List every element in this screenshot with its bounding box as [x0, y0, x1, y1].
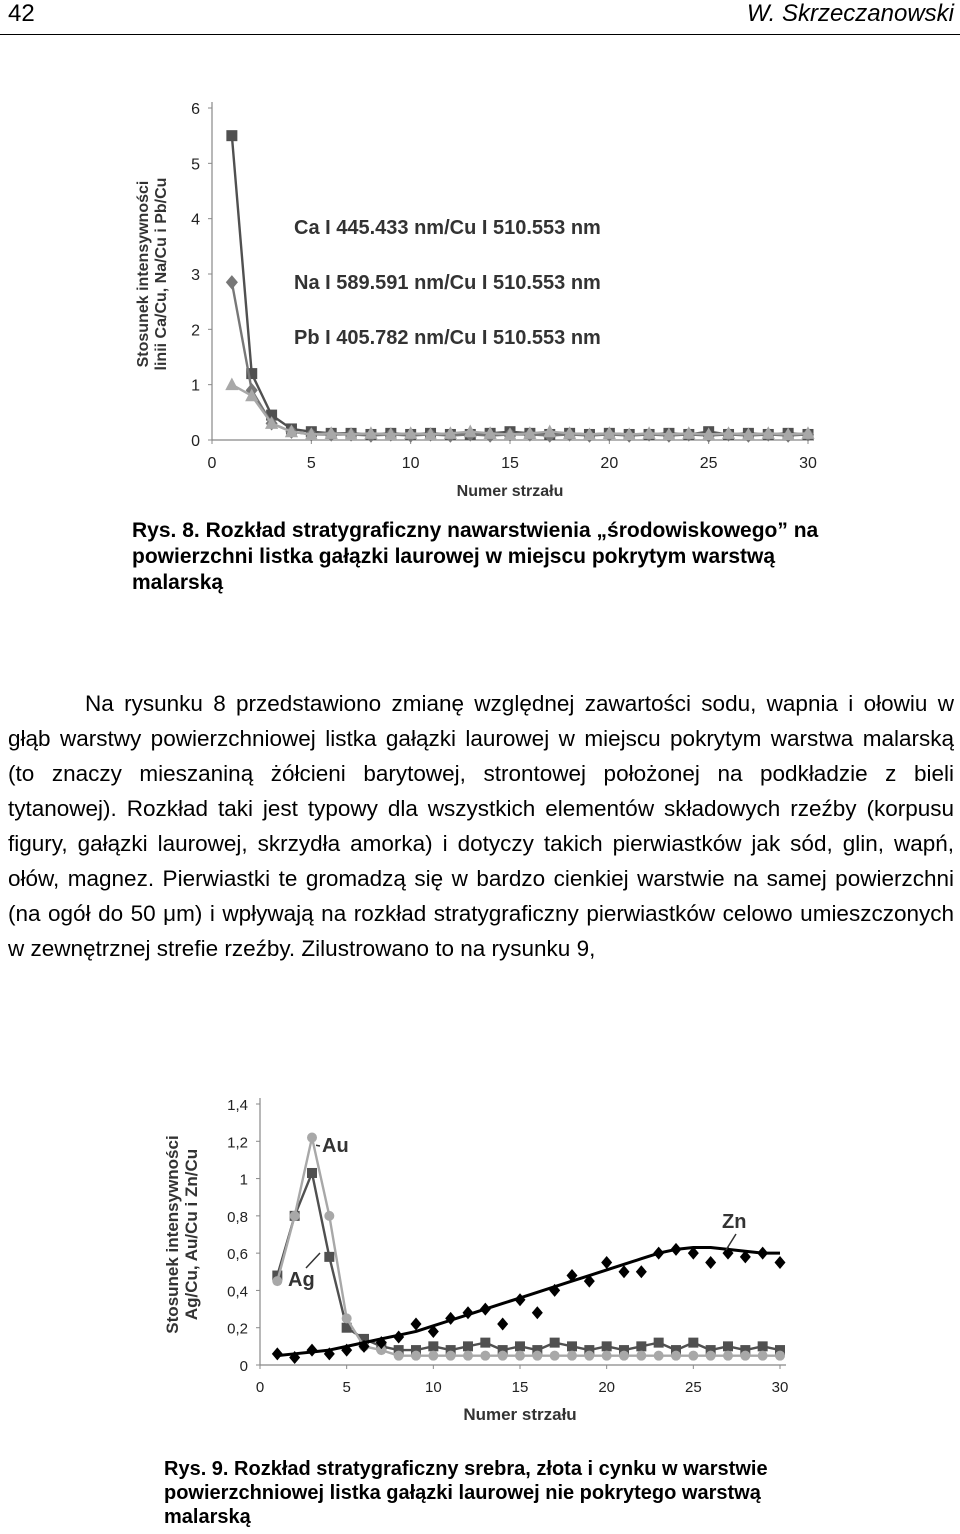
x-tick-label: 5 — [306, 455, 316, 472]
y-tick-label: 0,8 — [227, 1208, 248, 1226]
data-point — [342, 1313, 352, 1323]
data-point — [758, 1341, 768, 1351]
series-line — [277, 1173, 780, 1350]
data-point — [463, 1341, 473, 1351]
figure-9-caption — [164, 1457, 804, 1529]
series-line — [232, 385, 808, 435]
x-tick-label: 0 — [207, 455, 217, 472]
data-point — [428, 1351, 438, 1361]
legend-entry: Pb I 405.782 nm/Cu I 510.553 nm — [294, 327, 601, 349]
data-point — [532, 1351, 542, 1361]
page-header — [0, 0, 960, 35]
y-axis-title: linii Ca/Cu, Na/Cu i Pb/Cu — [153, 177, 170, 371]
y-tick-label: 2 — [191, 322, 200, 340]
y-tick-label: 0 — [191, 433, 200, 450]
x-tick-label: 0 — [255, 1379, 265, 1396]
data-point — [394, 1351, 404, 1361]
y-tick-label: 0,6 — [227, 1246, 248, 1264]
annotation-zn-leader — [726, 1234, 736, 1250]
data-point — [705, 1256, 716, 1269]
data-point — [671, 1351, 681, 1361]
page-number: 42 — [8, 0, 35, 27]
data-point — [654, 1338, 664, 1348]
series-na-i-589-591-nm-cu-i-510 — [226, 275, 814, 443]
data-point — [723, 1341, 733, 1351]
data-point — [226, 275, 238, 289]
x-axis-title: Numer strzału — [456, 483, 564, 500]
annotation-ag: Ag — [288, 1269, 315, 1291]
y-tick-label: 5 — [191, 156, 200, 174]
running-head: W. Skrzeczanowski — [746, 0, 954, 27]
data-point — [272, 1276, 282, 1286]
figure-8-caption-text: Rozkład stratygraficzny nawarstwienia „środowiskowego” na powierzchni listka gałązki laurowej w miejscu pokrytym warstwą malarską — [132, 519, 819, 594]
data-point — [567, 1341, 577, 1351]
data-point — [636, 1265, 647, 1278]
data-point — [307, 1133, 317, 1143]
figure-8-caption — [132, 518, 852, 596]
data-point — [428, 1341, 438, 1351]
data-point — [550, 1351, 560, 1361]
x-tick-label: 30 — [799, 455, 817, 472]
body-paragraph-text: Na rysunku 8 przedstawiono zmianę względnej zawartości sodu, wapnia i ołowiu w głąb warstwy powierzchniowej listka gałązki laurowej w miejscu pokrytym warstwa malarską (to znaczy mieszaniną żółcieni barytowej, strontowej położonej na podkładzie z bieli tytanowej). Rozkład taki jest typowy dla wszystkich elementów składowych rzeźby (korpusu figury, gałązki laurowej, skrzydła amorka) i dotyczy takich pierwiastków jak sód, glin, wapń, ołów, magnez. Pierwiastki te gromadzą się w bardzo cienkiej warstwie na samej powierzchni (na ogół do 50 μm) i wpływają na rozkład stratygraficzny pierwiastków celowo umieszczonych w zewnętrznej strefie rzeźby. Zilustrowano to na rysunku 9, — [8, 691, 954, 961]
data-point — [411, 1317, 422, 1330]
data-point — [602, 1351, 612, 1361]
y-axis-title: Stosunek intensywności — [163, 1135, 182, 1334]
annotation-au-leader — [316, 1145, 320, 1146]
data-point — [602, 1341, 612, 1351]
x-tick-label: 20 — [598, 1379, 616, 1396]
figure-8-chart — [126, 90, 836, 500]
figure-9-caption-label: Rys. 9. — [164, 1458, 229, 1480]
data-point — [740, 1351, 750, 1361]
figure-9-svg — [160, 1088, 810, 1433]
data-point — [601, 1256, 612, 1269]
y-tick-label: 1 — [239, 1171, 248, 1189]
figure-9-caption-text: Rozkład stratygraficzny srebra, złota i cynku w warstwie powierzchniowej listka gałązki laurowej nie pokrytego warstwą malarską — [164, 1458, 768, 1528]
data-point — [497, 1317, 508, 1330]
data-point — [636, 1341, 646, 1351]
data-point — [226, 130, 237, 141]
body-paragraph — [8, 686, 954, 966]
series-zn — [277, 1248, 780, 1356]
x-tick-label: 10 — [401, 455, 420, 472]
figure-8-svg — [126, 90, 836, 500]
annotation-zn: Zn — [722, 1211, 747, 1233]
data-point — [446, 1351, 456, 1361]
data-point — [532, 1306, 543, 1319]
legend-entry: Na I 589.591 nm/Cu I 510.553 nm — [294, 272, 601, 294]
x-tick-label: 30 — [771, 1379, 789, 1396]
y-tick-label: 1,2 — [227, 1134, 248, 1152]
data-point — [688, 1351, 698, 1361]
data-point — [775, 1351, 785, 1361]
data-point — [225, 378, 238, 391]
data-point — [515, 1341, 525, 1351]
x-tick-label: 15 — [511, 1379, 529, 1396]
figure-8-caption-label: Rys. 8. — [132, 519, 200, 542]
x-tick-label: 20 — [600, 455, 619, 472]
data-point — [324, 1252, 334, 1262]
y-tick-label: 6 — [191, 101, 200, 118]
series-line — [232, 282, 808, 435]
x-tick-label: 10 — [424, 1379, 442, 1396]
data-point — [480, 1351, 490, 1361]
annotation-au: Au — [322, 1135, 349, 1157]
data-point — [307, 1168, 317, 1178]
y-tick-label: 1,4 — [227, 1097, 248, 1114]
y-tick-label: 0,2 — [227, 1320, 248, 1338]
data-point — [723, 1351, 733, 1361]
data-point — [411, 1351, 421, 1361]
data-point — [584, 1351, 594, 1361]
x-axis-title: Numer strzału — [463, 1405, 577, 1424]
x-tick-label: 5 — [342, 1379, 351, 1396]
y-tick-label: 0 — [239, 1358, 248, 1375]
data-point — [515, 1351, 525, 1361]
data-point — [567, 1351, 577, 1361]
data-point — [706, 1351, 716, 1361]
data-point — [654, 1351, 664, 1361]
data-point — [550, 1338, 560, 1348]
y-tick-label: 0,4 — [227, 1283, 248, 1301]
y-tick-label: 4 — [191, 211, 200, 229]
data-point — [636, 1351, 646, 1361]
data-point — [775, 1256, 786, 1269]
legend-entry: Ca I 445.433 nm/Cu I 510.553 nm — [294, 217, 601, 239]
y-axis-title: Stosunek intensywności — [135, 180, 152, 368]
x-tick-label: 25 — [699, 455, 718, 472]
data-point — [619, 1265, 630, 1278]
data-point — [758, 1351, 768, 1361]
trend-line — [277, 1248, 780, 1356]
data-point — [480, 1338, 490, 1348]
data-point — [498, 1351, 508, 1361]
y-axis-title: Ag/Cu, Au/Cu i Zn/Cu — [182, 1148, 201, 1321]
y-tick-label: 1 — [191, 377, 200, 395]
x-tick-label: 25 — [684, 1379, 702, 1396]
y-tick-label: 3 — [191, 267, 200, 284]
data-point — [619, 1351, 629, 1361]
data-point — [688, 1338, 698, 1348]
x-tick-label: 15 — [501, 455, 519, 472]
data-point — [463, 1351, 473, 1361]
data-point — [290, 1211, 300, 1221]
data-point — [324, 1211, 334, 1221]
figure-9-chart — [160, 1088, 810, 1433]
annotation-ag-leader — [306, 1253, 320, 1268]
